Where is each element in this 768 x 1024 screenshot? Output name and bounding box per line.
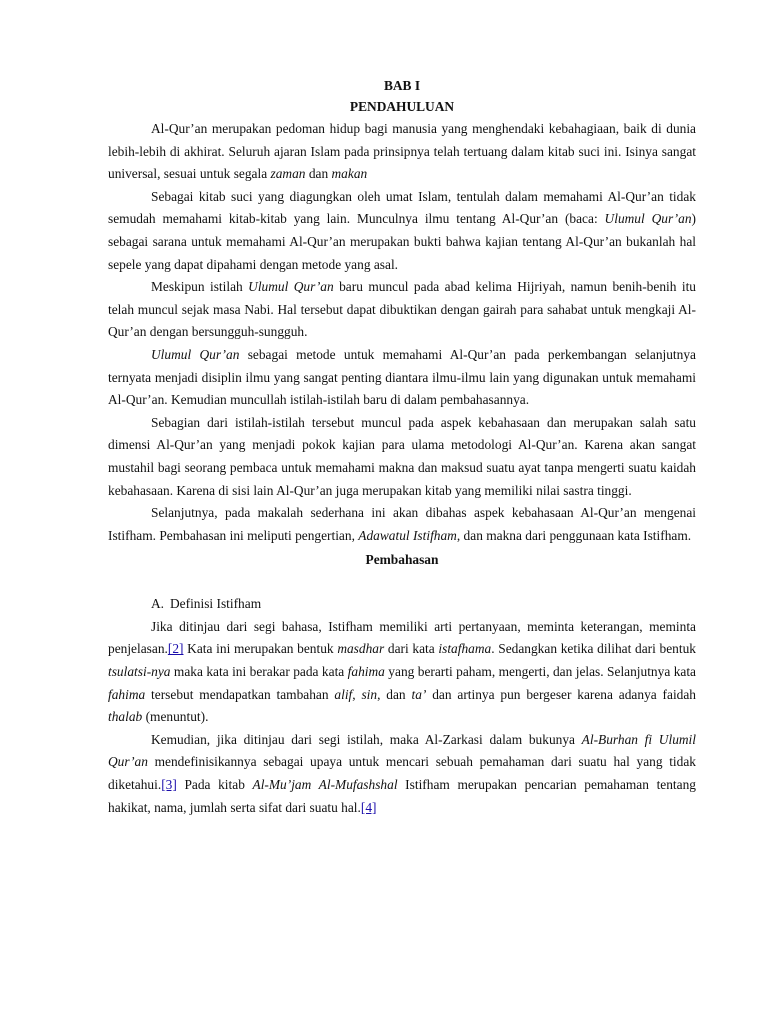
paragraph-text: dan artinya pun bergeser karena adanya faidah <box>426 686 697 702</box>
paragraph <box>108 118 696 186</box>
footnote-link[interactable]: [3] <box>161 777 177 793</box>
italic-term: masdhar <box>337 641 385 657</box>
paragraph-text: sebagai metode untuk memahami Al-Qur’an pada perkembangan selanjutnya ternyata menjadi disiplin ilmu yang sangat penting diantara ilmu-ilmu lain yang digunakan untuk memahami Al-Qur’an. Kemudian muncullah istilah-istilah baru di dalam pembahasannya. <box>108 346 696 408</box>
paragraph <box>108 729 696 819</box>
footnote-link[interactable]: [2] <box>167 641 184 657</box>
paragraph <box>108 616 696 729</box>
introduction-section <box>108 118 696 547</box>
paragraph <box>108 502 696 547</box>
paragraph-text: , dan makna dari penggunaan kata Istifham. <box>456 527 692 543</box>
paragraph-text: tersebut mendapatkan tambahan <box>145 686 335 702</box>
italic-term: zaman <box>270 166 306 182</box>
paragraph <box>108 186 696 276</box>
paragraph-text: ) sebagai sarana untuk memahami Al-Qur’an merupakan bukti bahwa kajian tentang Al-Qur’an bukanlah hal sepele yang dapat dipahami dengan metode yang asal. <box>108 211 696 272</box>
italic-term: makan <box>331 166 368 182</box>
paragraph-text: baru muncul pada abad kelima Hijriyah, namun benih-benih itu telah muncul sejak masa Nabi. Hal tersebut dapat dibuktikan dengan gairah para sahabat untuk mengkaji Al-Qur’an dengan bersungguh-sungguh. <box>108 279 696 340</box>
italic-term: alif <box>334 686 353 702</box>
paragraph-text: Istifham merupakan pencarian pemahaman tentang hakikat, nama, jumlah serta sifat dari suatu hal. <box>108 777 696 815</box>
paragraph <box>108 412 696 502</box>
italic-term: sin <box>361 686 378 702</box>
paragraph-text: Jika ditinjau dari segi bahasa, Istifham memiliki arti pertanyaan, meminta keterangan, meminta penjelasan. <box>108 618 696 657</box>
italic-term: tsulatsi-nya <box>108 664 171 680</box>
paragraph <box>108 276 696 344</box>
chapter-label: BAB I <box>383 78 421 93</box>
footnote-link[interactable]: [4] <box>360 799 377 815</box>
italic-term: fahima <box>108 686 146 702</box>
italic-term: Adawatul Istifham <box>358 527 457 543</box>
paragraph-text: Meskipun istilah <box>151 279 249 295</box>
paragraph-text: Sebagian dari istilah-istilah tersebut muncul pada aspek kebahasaan dan merupakan salah satu dimensi Al-Qur’an yang menjadi pokok kajian para ulama metodologi Al-Qur’an. Karena akan sangat mustahil bagi seorang pembaca untuk memahami makna dan maksud suatu ayat tanpa mengerti suatu kaidah kebahasaan. Karena di sisi lain Al-Qur’an juga merupakan kitab yang memiliki nilai sastra tinggi. <box>108 414 696 498</box>
paragraph-text: , dan <box>377 686 412 702</box>
italic-term: Al-Mu’jam Al-Mufashshal <box>252 777 398 793</box>
paragraph-text: Pada kitab <box>176 777 253 793</box>
paragraph-text: maka kata ini berakar pada kata <box>170 664 348 680</box>
paragraph-text: (menuntut). <box>142 709 209 725</box>
paragraph-text: dari kata <box>384 641 439 657</box>
italic-term: Ulumul Qur’an <box>151 346 240 362</box>
blank-line <box>108 571 696 593</box>
italic-term: Ulumul Qur’an <box>248 279 334 295</box>
subsection-title: Definisi Istifham <box>170 596 262 612</box>
paragraph-text: mendefinisikannya sebagai upaya untuk mencari sebuah pemahaman dari suatu hal yang tidak diketahui. <box>108 754 696 793</box>
paragraph-text: Al-Qur’an merupakan pedoman hidup bagi manusia yang menghendaki kebahagiaan, baik di dunia lebih-lebih di akhirat. Seluruh ajaran Islam pada prinsipnya telah tertuang dalam kitab suci ini. Isinya sangat universal, sesuai untuk segala <box>108 121 696 182</box>
paragraph-text: . Sedangkan ketika dilihat dari bentuk <box>491 641 696 657</box>
paragraph-text: Selanjutnya, pada makalah sederhana ini akan dibahas aspek kebahasaan Al-Qur’an mengenai Istifham. Pembahasan ini meliputi pengertian, <box>108 505 696 543</box>
paragraph-text: Kata ini merupakan bentuk <box>183 641 338 657</box>
definition-section <box>108 616 696 819</box>
italic-term: fahima <box>347 664 385 680</box>
document-content <box>108 76 696 819</box>
subsection-heading <box>108 593 696 616</box>
italic-term: thalab <box>108 709 143 725</box>
chapter-title: PENDAHULUAN <box>349 99 455 114</box>
italic-term: istafhama <box>438 641 492 657</box>
paragraph-text: dan <box>305 166 332 182</box>
italic-term: Ulumul Qur’an <box>604 211 692 227</box>
subsection-number: A. <box>151 596 165 612</box>
paragraph-text: yang berarti paham, mengerti, dan jelas. Selanjutnya kata <box>384 664 697 680</box>
paragraph <box>108 344 696 412</box>
italic-term: Al-Burhan fi Ulumil Qur’an <box>108 731 696 770</box>
paragraph-text: , <box>352 686 362 702</box>
section-title: Pembahasan <box>365 552 439 568</box>
paragraph-text: Sebagai kitab suci yang diagungkan oleh umat Islam, tentulah dalam memahami Al-Qur’an tidak semudah memahami kitab-kitab yang lain. Munculnya ilmu tentang Al-Qur’an (baca: <box>108 188 696 227</box>
italic-term: ta’ <box>411 686 427 702</box>
paragraph-text: Kemudian, jika ditinjau dari segi istilah, maka Al-Zarkasi dalam bukunya <box>151 731 582 747</box>
